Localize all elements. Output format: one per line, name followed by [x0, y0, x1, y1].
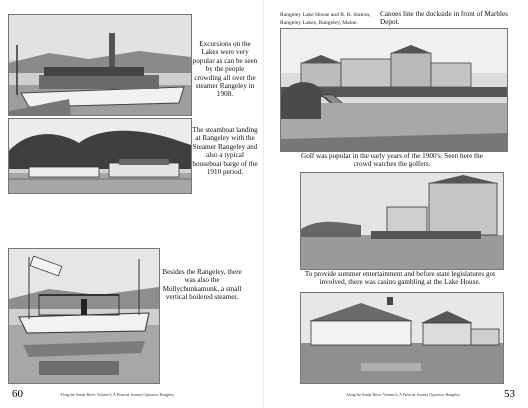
footer-right: Along the Sandy River: Volume 6, A Pictorial Journey Oquossoc-Rangeley	[346, 393, 460, 397]
photo-steamer-rangeley-1908	[8, 14, 192, 116]
photo-golfers	[300, 172, 504, 270]
caption-steamboat-landing: The steamboat landing at Rangeley with the Steamer Rangeley and also a typical houseboat barge of the 1910 period.	[192, 126, 258, 177]
caption-mollychunkamunk: Besides the Rangeley, there was also the Mollychunkamunk, a small vertical boilered steamer.	[162, 268, 242, 302]
footer-left: Along the Sandy River: Volume 6, A Pictorial Journey Oquossoc-Rangeley	[60, 393, 174, 397]
caption-excursions: Excursions on the Lakes were very popular as can be seen by the people crowding all over the steamer Rangeley in 1908.	[192, 40, 258, 99]
photo-lake-house	[300, 292, 504, 384]
right-page	[264, 0, 528, 408]
postcard-label-line2: Rangeley Lakes, Rangeley, Maine.	[280, 20, 358, 26]
caption-canoes: Canoes line the dockside in front of Marbles Depot.	[380, 10, 508, 27]
photo-steamboat-landing	[8, 118, 192, 194]
page-number-right: 53	[504, 388, 515, 400]
postcard-label-line1: Rangeley Lake House and R. R. Station,	[280, 12, 371, 18]
page-number-left: 60	[12, 388, 23, 400]
caption-casino: To provide summer entertainment and before state legislatures got involved, there was casino gambling at the Lake House.	[304, 270, 496, 287]
caption-golf: Golf was popular in the early years of the 1900's. Seen here the crowd watches the golfers.	[301, 152, 483, 169]
photo-lake-house-station	[280, 28, 508, 152]
photo-mollychunkamunk	[8, 248, 160, 384]
